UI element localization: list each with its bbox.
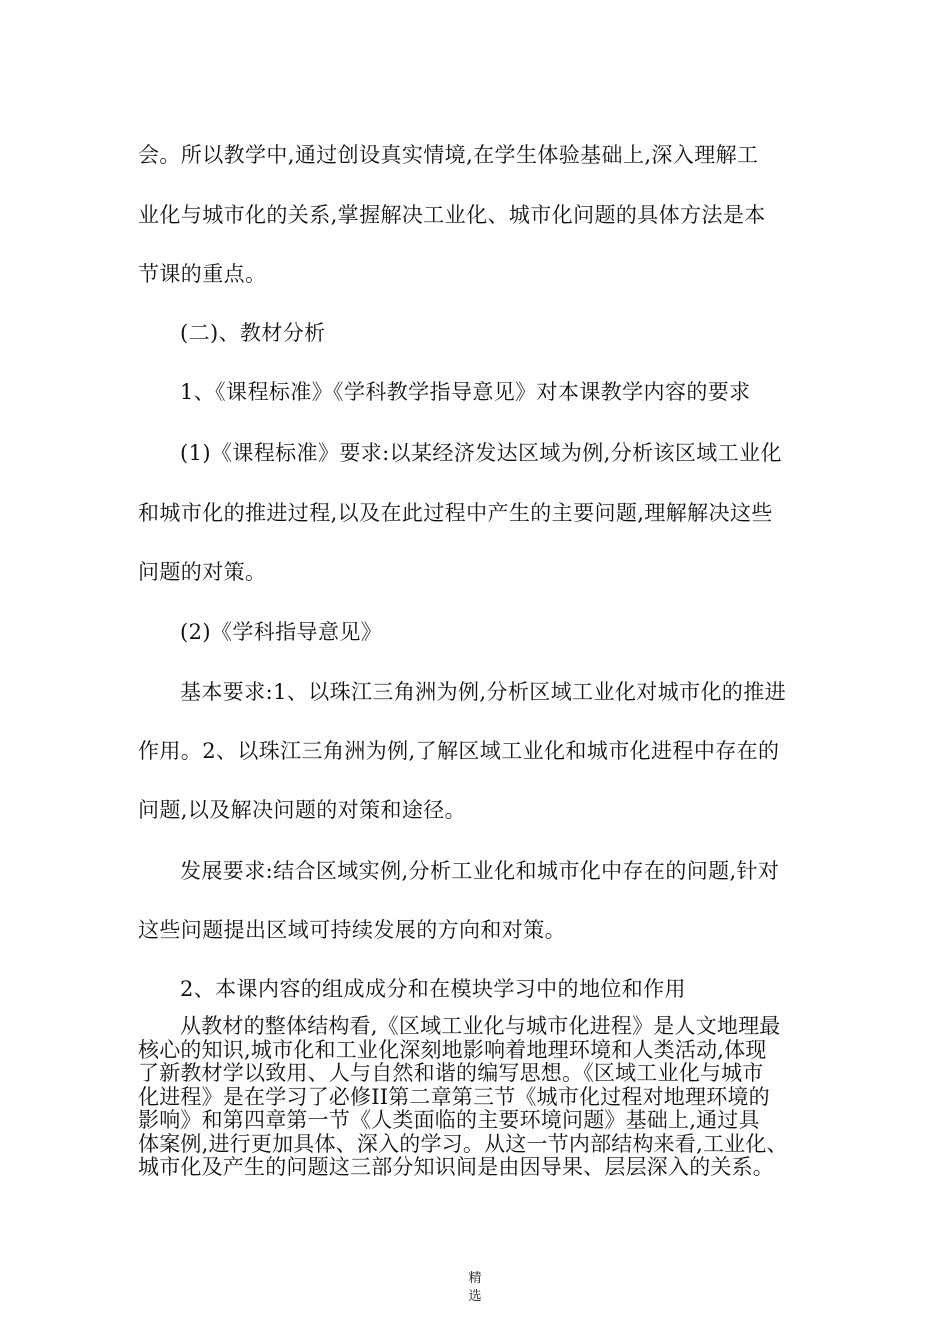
paragraph-line: 体案例,进行更加具体、深入的学习。从这一节内部结构来看,工业化、 <box>138 1131 788 1156</box>
paragraph-line: (1)《课程标准》要求:以某经济发达区域为例,分析该区域工业化 <box>180 441 782 465</box>
paragraph-line: 了新教材学以致用、人与自然和谐的编写思想。《区域工业化与城市 <box>138 1061 764 1085</box>
paragraph-line: 影响》和第四章第一节《人类面临的主要环境问题》基础上,通过具 <box>138 1108 760 1132</box>
paragraph-line: 基本要求:1、以珠江三角洲为例,分析区域工业化对城市化的推进 <box>180 680 787 704</box>
subsection-heading: 1、《课程标准》《学科教学指导意见》对本课教学内容的要求 <box>180 380 751 404</box>
paragraph-line: 化进程》是在学习了必修II第二章第三节《城市化过程对地理环境的 <box>138 1084 770 1109</box>
paragraph-line: 会。所以教学中,通过创设真实情境,在学生体验基础上,深入理解工 <box>138 143 759 167</box>
paragraph-line: 业化与城市化的关系,掌握解决工业化、城市化问题的具体方法是本 <box>138 203 766 227</box>
page-footer-line1: 精 <box>468 1271 482 1286</box>
page-footer-line2: 选 <box>468 1289 482 1304</box>
paragraph-line: 节课的重点。 <box>138 262 267 286</box>
section-heading: (二)、教材分析 <box>180 321 326 345</box>
paragraph-line: 发展要求:结合区域实例,分析工业化和城市化中存在的问题,针对 <box>180 859 780 883</box>
paragraph-line: 问题,以及解决问题的对策和途径。 <box>138 798 467 822</box>
paragraph-line: 城市化及产生的问题这三部分知识间是由因导果、层层深入的关系。 <box>138 1155 774 1179</box>
paragraph-line: 和城市化的推进过程,以及在此过程中产生的主要问题,理解解决这些 <box>138 501 773 525</box>
paragraph-line: 核心的知识,城市化和工业化深刻地影响着地理环境和人类活动,体现 <box>138 1037 767 1062</box>
dense-paragraph <box>138 1015 818 1180</box>
paragraph-line: 从教材的整体结构看,《区域工业化与城市化进程》是人文地理最 <box>180 1014 781 1038</box>
paragraph-line: 这些问题提出区域可持续发展的方向和对策。 <box>138 918 566 942</box>
subsection-heading: (2)《学科指导意见》 <box>180 620 383 644</box>
paragraph-line: 作用。2、以珠江三角洲为例,了解区域工业化和城市化进程中存在的 <box>138 739 780 763</box>
subsection-heading: 2、本课内容的组成成分和在模块学习中的地位和作用 <box>180 977 686 1001</box>
paragraph-line: 问题的对策。 <box>138 560 267 584</box>
